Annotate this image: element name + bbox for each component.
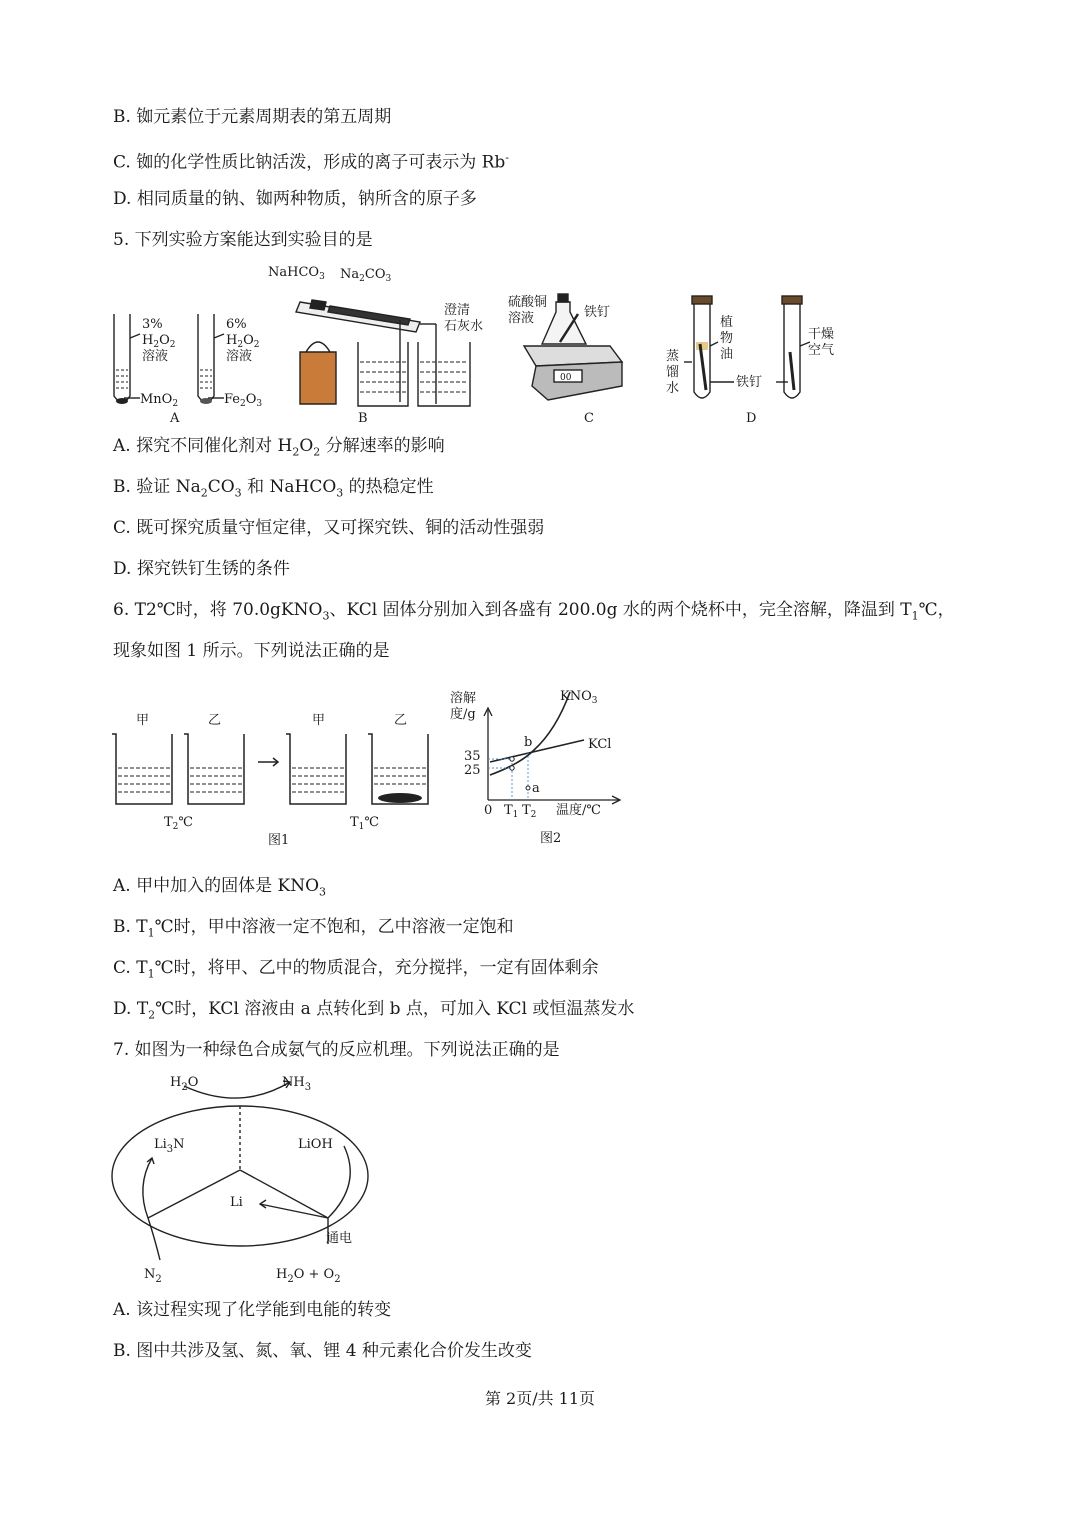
q4-option-c: [113, 146, 509, 175]
q6-stem-2: 、KCl 固体分别加入到各盛有 200.0g 水的两个烧杯中，完全溶解，降温到 T: [329, 600, 912, 620]
q5-b-4: 的热稳定性: [343, 477, 434, 497]
fig1-yi-1: 乙: [208, 713, 222, 728]
subscript: 3: [234, 486, 242, 500]
q6-c-1: C. T: [113, 958, 148, 978]
fig-d-oil3: 油: [720, 347, 734, 362]
q6-stem-line1: [113, 598, 955, 628]
q7-figure: [100, 1066, 400, 1290]
fig1-jia-1: 甲: [136, 713, 150, 728]
q6-d-2: ℃时，KCl 溶液由 a 点转化到 b 点，可加入 KCl 或恒温蒸发水: [155, 999, 635, 1019]
fig2-y35: 35: [464, 749, 481, 764]
fig-b-na2co3: $Na_2CO_3$: [340, 267, 392, 284]
subscript: 3: [322, 609, 330, 623]
q7-nh3: $NH_3$: [282, 1075, 312, 1093]
kno3-curve: [490, 692, 570, 775]
fig2-t2: $T_2$: [522, 803, 537, 820]
precipitate: [378, 793, 422, 803]
q6-b-2: ℃时，甲中溶液一定不饱和，乙中溶液一定饱和: [154, 917, 514, 937]
subscript: 3: [319, 885, 327, 899]
fig-c-label: C: [584, 411, 594, 426]
subscript: 1: [147, 926, 155, 940]
fig-a-conc1: 3%: [142, 317, 163, 332]
q5-a-2: O: [299, 436, 314, 456]
fig2-kno3: $KNO_3$: [560, 689, 598, 706]
q6-stem-1: 6. T2℃时，将 70.0gKNO: [113, 600, 323, 620]
fig-a-sol2: 溶液: [226, 349, 253, 364]
fig-a-h2o2-2: $H_2O_2$: [226, 333, 260, 350]
fig-c-cuso4-2: 溶液: [508, 311, 535, 326]
fig2-ylabel1: 溶解: [450, 691, 477, 706]
fig2-point-a: a: [532, 781, 540, 796]
fig-d-water3: 水: [666, 381, 680, 396]
subscript: 2: [292, 445, 300, 459]
q5-b-3: 和 NaHCO: [241, 477, 337, 497]
q4-option-b: B. 铷元素位于元素周期表的第五周期: [113, 107, 392, 127]
fig1-t2: $T_2℃$: [164, 815, 193, 832]
q6-option-b: [113, 915, 514, 945]
test-tube-a2: [198, 314, 214, 402]
fig2-t1: $T_1$: [504, 803, 519, 820]
q6-option-a: [113, 874, 326, 904]
fig-a-mno2: MnO$_2$: [140, 392, 179, 409]
fig-b-nahco3: NaHCO$_3$: [268, 265, 325, 282]
q7-h2o: $H_2O$: [170, 1075, 199, 1093]
fig-b-lime2: 石灰水: [444, 319, 484, 334]
q5-a-3: 分解速率的影响: [320, 436, 445, 456]
q5-option-a: [113, 434, 445, 464]
fig-c-cuso4-1: 硫酸铜: [508, 295, 548, 310]
balance-display: 00: [560, 373, 572, 383]
q4-option-c-text: C. 铷的化学性质比钠活泼，形成的离子可表示为 Rb: [113, 152, 506, 173]
q5-a-1: A. 探究不同催化剂对 H: [113, 436, 293, 456]
fig-d-oil1: 植: [720, 315, 734, 330]
subscript: 1: [147, 967, 155, 981]
superscript: -: [505, 151, 510, 164]
page-footer: 第 2页/共 11页: [484, 1389, 596, 1408]
fig-b-lime1: 澄清: [444, 303, 471, 318]
fig2-zero: 0: [484, 803, 493, 818]
point-a: [526, 786, 530, 790]
fig1-t1: $T_1℃$: [350, 815, 379, 832]
fig-a-sol1: 溶液: [142, 349, 169, 364]
fig2-y25: 25: [464, 763, 481, 778]
q7-tongdian: 通电: [326, 1231, 353, 1246]
fig2-ylabel2: 度/g: [450, 707, 476, 722]
q6-a-1: A. 甲中加入的固体是 KNO: [113, 876, 320, 896]
q6-d-1: D. T: [113, 999, 149, 1019]
fig-a-h2o2-1: $H_2O_2$: [142, 333, 176, 350]
subscript: 1: [911, 609, 919, 623]
q7-li: Li: [230, 1195, 243, 1210]
fig1-caption: 图1: [268, 833, 290, 848]
q5-b-2: CO: [207, 477, 235, 497]
fig2-kcl: KCl: [588, 737, 612, 752]
fig-d-water2: 馏: [666, 365, 680, 380]
q7-option-b: B. 图中共涉及氢、氮、氧、锂 4 种元素化合价发生改变: [113, 1341, 532, 1361]
subscript: 2: [200, 486, 208, 500]
q5-option-b: [113, 475, 434, 505]
fig-a-fe2o3: $Fe_2O_3$: [224, 392, 263, 409]
subscript: 2: [148, 1008, 156, 1022]
fig-c-nail: 铁钉: [584, 305, 611, 320]
q7-li3n: $Li_3N$: [154, 1137, 185, 1155]
fig2-xlabel: 温度/℃: [556, 803, 601, 818]
q5-option-d: D. 探究铁钉生锈的条件: [113, 559, 290, 579]
fig2-point-b: b: [524, 735, 533, 750]
fig-d-water1: 蒸: [666, 349, 680, 364]
alcohol-lamp: [300, 352, 336, 404]
fig-b-label: B: [358, 411, 368, 426]
subscript: 3: [336, 486, 344, 500]
q5-stem: 5. 下列实验方案能达到实验目的是: [113, 230, 373, 250]
q5-figure: [100, 262, 860, 430]
beaker-jia-t1: [286, 734, 346, 804]
q6-stem-line2: 现象如图 1 所示。下列说法正确的是: [113, 641, 390, 661]
q4-option-d: D. 相同质量的钠、铷两种物质，钠所含的原子多: [113, 189, 477, 209]
q7-stem: 7. 如图为一种绿色合成氨气的反应机理。下列说法正确的是: [113, 1040, 560, 1060]
subscript: 2: [313, 445, 321, 459]
q6-stem-3: ℃，: [918, 600, 955, 620]
test-tube-a1: [114, 314, 130, 402]
beaker-jia-t2: [112, 734, 172, 804]
q7-n2: $N_2$: [144, 1267, 162, 1285]
fig2-caption: 图2: [540, 831, 562, 846]
q6-option-c: [113, 956, 599, 986]
q5-b-1: B. 验证 Na: [113, 477, 201, 497]
fig1-jia-2: 甲: [312, 713, 326, 728]
fig-a-conc2: 6%: [226, 317, 247, 332]
q7-products: $H_2O + O_2$: [276, 1267, 341, 1285]
q6-c-2: ℃时，将甲、乙中的物质混合，充分搅拌，一定有固体剩余: [154, 958, 599, 978]
fig-a-label: A: [170, 411, 180, 426]
q6-figures: [100, 676, 640, 856]
q5-option-c: C. 既可探究质量守恒定律，又可探究铁、铜的活动性强弱: [113, 518, 545, 538]
fig-d-oil2: 物: [720, 331, 734, 346]
fig-d-nail: 铁钉: [736, 375, 763, 390]
fig-d-air2: 空气: [808, 343, 835, 358]
q7-lioh: LiOH: [298, 1137, 333, 1152]
fig-d-air1: 干燥: [808, 327, 835, 342]
q6-b-1: B. T: [113, 917, 148, 937]
q7-option-a: A. 该过程实现了化学能到电能的转变: [113, 1300, 392, 1320]
fig1-yi-2: 乙: [394, 713, 408, 728]
fig-d-label: D: [746, 411, 757, 426]
q6-option-d: [113, 997, 634, 1027]
beaker-yi-t2: [184, 734, 244, 804]
